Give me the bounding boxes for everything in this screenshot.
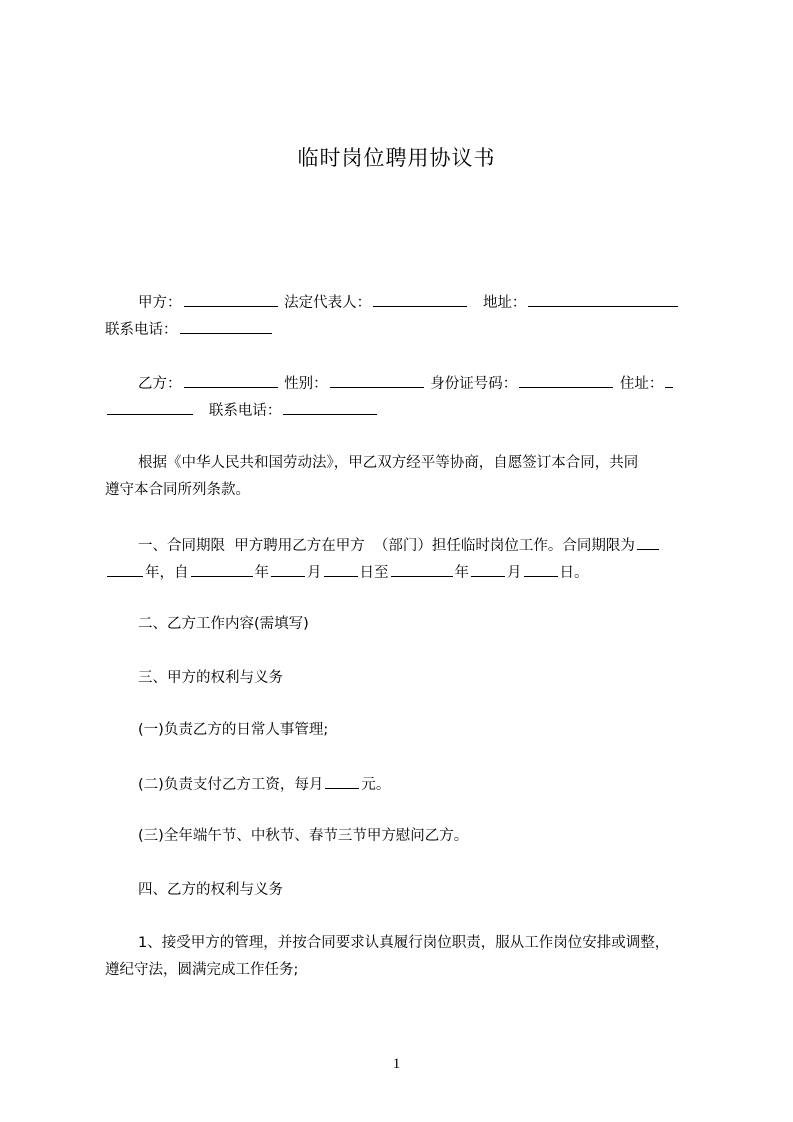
preamble-line1: 根据《中华人民共和国劳动法》，甲乙双方经平等协商，自愿签订本合同，共同: [138, 455, 639, 471]
end-day-blank: [524, 561, 558, 577]
party-b-phone-label: 联系电话：: [208, 403, 282, 419]
party-a-label: 甲方：: [138, 295, 182, 311]
address-blank: [528, 291, 678, 307]
party-a-blank: [184, 291, 278, 307]
party-b-line1: [138, 372, 675, 394]
section-3-item-2: (二)负责支付乙方工资，每月 元。: [138, 773, 390, 795]
section-3-item-3: (三)全年端午节、中秋节、春节三节甲方慰问乙方。: [138, 828, 469, 844]
gender-blank: [330, 372, 424, 388]
section-1-line1: 一、合同期限 甲方聘用乙方在甲方 （部门）担任临时岗位工作。合同期限为: [138, 534, 661, 556]
id-number-label: 身份证号码：: [430, 376, 518, 392]
section-4-item-1-line2: 遵纪守法，圆满完成工作任务;: [105, 962, 299, 978]
party-b-blank: [184, 372, 278, 388]
start-month-blank: [271, 561, 305, 577]
residence-blank-start: [665, 372, 673, 388]
legal-rep-blank: [373, 291, 467, 307]
party-b-phone-blank: [283, 399, 377, 415]
section-3-heading: 三、甲方的权利与义务: [138, 670, 283, 686]
section-4-item-1-line1: 1、接受甲方的管理，并按合同要求认真履行岗位职责，服从工作岗位安排或调整，: [138, 935, 670, 951]
party-a-line1: [138, 291, 680, 313]
document-title: 临时岗位聘用协议书: [297, 146, 496, 170]
section-1-line2: 年，自 年 月 日至 年 月 日。: [105, 561, 589, 583]
residence-label: 住址：: [619, 376, 664, 392]
legal-rep-label: 法定代表人：: [284, 295, 372, 311]
party-b-line2: [105, 399, 379, 421]
end-year-blank: [391, 561, 453, 577]
end-month-blank: [471, 561, 505, 577]
gender-label: 性别：: [284, 376, 328, 392]
term-blank-2: [107, 561, 143, 577]
preamble-line2: 遵守本合同所列条款。: [105, 482, 250, 498]
party-a-phone-blank: [180, 318, 272, 334]
party-a-phone-label: 联系电话：: [105, 322, 178, 338]
party-a-line2: [105, 318, 274, 340]
start-day-blank: [324, 561, 358, 577]
party-b-label: 乙方：: [138, 376, 182, 392]
section-3-item-1: (一)负责乙方的日常人事管理;: [138, 722, 329, 738]
section-2-heading: 二、乙方工作内容(需填写): [138, 616, 309, 632]
start-year-blank: [191, 561, 253, 577]
page-number: 1: [392, 1056, 401, 1072]
section-4-heading: 四、乙方的权利与义务: [138, 882, 283, 898]
id-number-blank: [519, 372, 613, 388]
term-blank-1: [637, 534, 659, 550]
monthly-pay-blank: [325, 773, 359, 789]
residence-blank-end: [107, 399, 193, 415]
address-label: 地址：: [482, 295, 527, 311]
